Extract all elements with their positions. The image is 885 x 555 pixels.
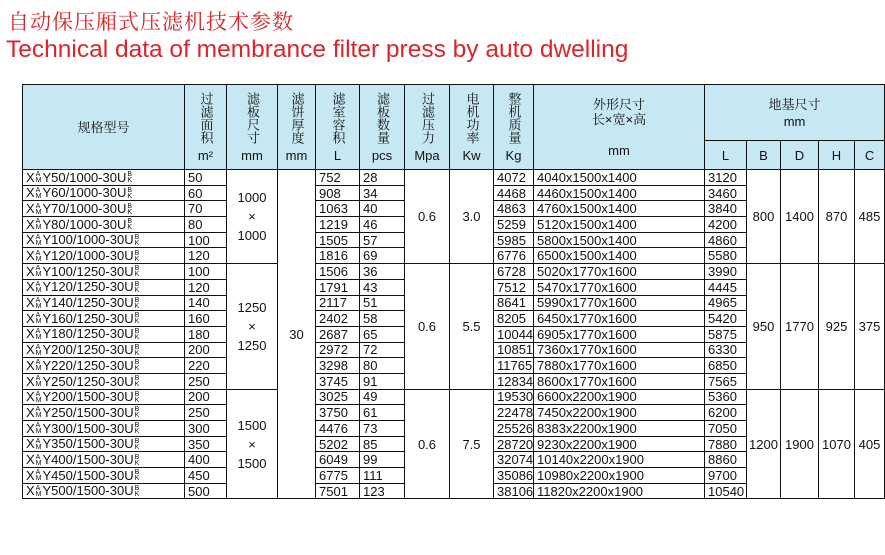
model-cell: X A M Y200/1500-30U B K <box>23 389 185 405</box>
weight-cell: 22478 <box>494 405 534 421</box>
foundation-L-cell: 6850 <box>705 358 747 374</box>
area-cell: 400 <box>185 452 227 468</box>
col-foundation-D: D <box>781 141 819 170</box>
plates-cell: 43 <box>360 279 405 295</box>
foundation-L-cell: 5580 <box>705 248 747 264</box>
chamber-cell: 3745 <box>316 373 360 389</box>
chamber-cell: 3750 <box>316 405 360 421</box>
foundation-B-cell: 950 <box>747 264 781 390</box>
plates-cell: 65 <box>360 326 405 342</box>
dims-cell: 6600x2200x1900 <box>534 389 705 405</box>
weight-cell: 7512 <box>494 279 534 295</box>
chamber-cell: 1816 <box>316 248 360 264</box>
foundation-D-cell: 1770 <box>781 264 819 390</box>
power-cell: 3.0 <box>450 170 494 264</box>
dims-cell: 5800x1500x1400 <box>534 232 705 248</box>
plates-cell: 51 <box>360 295 405 311</box>
plates-cell: 72 <box>360 342 405 358</box>
area-cell: 200 <box>185 342 227 358</box>
area-cell: 200 <box>185 389 227 405</box>
foundation-L-cell: 3990 <box>705 264 747 280</box>
weight-cell: 11765 <box>494 358 534 374</box>
page-title-cn: 自动保压厢式压滤机技术参数 <box>8 10 294 34</box>
area-cell: 220 <box>185 358 227 374</box>
weight-cell: 4468 <box>494 185 534 201</box>
pressure-cell: 0.6 <box>405 389 450 499</box>
foundation-L-cell: 7050 <box>705 421 747 437</box>
area-cell: 250 <box>185 405 227 421</box>
weight-cell: 8641 <box>494 295 534 311</box>
model-cell: X A M Y180/1250-30U B K <box>23 326 185 342</box>
foundation-H-cell: 870 <box>819 170 855 264</box>
chamber-cell: 2972 <box>316 342 360 358</box>
dims-cell: 7360x1770x1600 <box>534 342 705 358</box>
col-pressure-header: 过滤压力 Mpa <box>405 85 450 170</box>
weight-cell: 5259 <box>494 217 534 233</box>
area-cell: 180 <box>185 326 227 342</box>
plates-cell: 80 <box>360 358 405 374</box>
area-cell: 450 <box>185 468 227 484</box>
foundation-L-cell: 4200 <box>705 217 747 233</box>
area-cell: 100 <box>185 232 227 248</box>
chamber-cell: 908 <box>316 185 360 201</box>
weight-cell: 5985 <box>494 232 534 248</box>
foundation-L-cell: 4445 <box>705 279 747 295</box>
pressure-cell: 0.6 <box>405 264 450 390</box>
model-cell: X A M Y200/1250-30U B K <box>23 342 185 358</box>
weight-cell: 38106 <box>494 483 534 499</box>
col-cake-header: 滤饼厚度 mm <box>278 85 316 170</box>
model-cell: X A M Y400/1500-30U B K <box>23 452 185 468</box>
chamber-cell: 3298 <box>316 358 360 374</box>
dims-cell: 7880x1770x1600 <box>534 358 705 374</box>
weight-cell: 32074 <box>494 452 534 468</box>
pressure-cell: 0.6 <box>405 170 450 264</box>
model-cell: X A M Y140/1250-30U B K <box>23 295 185 311</box>
dims-cell: 4760x1500x1400 <box>534 201 705 217</box>
chamber-cell: 1506 <box>316 264 360 280</box>
foundation-C-cell: 375 <box>855 264 885 390</box>
plates-cell: 73 <box>360 421 405 437</box>
weight-cell: 19530 <box>494 389 534 405</box>
foundation-B-cell: 800 <box>747 170 781 264</box>
chamber-cell: 2117 <box>316 295 360 311</box>
plates-cell: 58 <box>360 311 405 327</box>
foundation-L-cell: 6200 <box>705 405 747 421</box>
table-row <box>23 264 885 280</box>
weight-cell: 10851 <box>494 342 534 358</box>
dims-cell: 8600x1770x1600 <box>534 373 705 389</box>
foundation-C-cell: 485 <box>855 170 885 264</box>
cake-cell: 30 <box>278 170 316 499</box>
col-plates-header: 滤板数量 pcs <box>360 85 405 170</box>
weight-cell: 28720 <box>494 436 534 452</box>
chamber-cell: 1505 <box>316 232 360 248</box>
foundation-L-cell: 7880 <box>705 436 747 452</box>
dims-cell: 6450x1770x1600 <box>534 311 705 327</box>
plates-cell: 40 <box>360 201 405 217</box>
plates-cell: 61 <box>360 405 405 421</box>
weight-cell: 25526 <box>494 421 534 437</box>
plates-cell: 123 <box>360 483 405 499</box>
col-foundation-B: B <box>747 141 781 170</box>
dims-cell: 6905x1770x1600 <box>534 326 705 342</box>
foundation-L-cell: 8860 <box>705 452 747 468</box>
foundation-L-cell: 4860 <box>705 232 747 248</box>
col-plate-size-header: 滤板尺寸 mm <box>227 85 278 170</box>
foundation-L-cell: 9700 <box>705 468 747 484</box>
weight-cell: 4072 <box>494 170 534 186</box>
plates-cell: 36 <box>360 264 405 280</box>
area-cell: 70 <box>185 201 227 217</box>
dims-cell: 7450x2200x1900 <box>534 405 705 421</box>
table-row <box>23 170 885 186</box>
plates-cell: 34 <box>360 185 405 201</box>
weight-cell: 12834 <box>494 373 534 389</box>
chamber-cell: 6775 <box>316 468 360 484</box>
col-weight-header: 整机质量 Kg <box>494 85 534 170</box>
power-cell: 5.5 <box>450 264 494 390</box>
model-cell: X A M Y300/1500-30U B K <box>23 421 185 437</box>
model-cell: X A M Y250/1250-30U B K <box>23 373 185 389</box>
foundation-L-cell: 3840 <box>705 201 747 217</box>
dims-cell: 5020x1770x1600 <box>534 264 705 280</box>
plates-cell: 111 <box>360 468 405 484</box>
col-foundation-C: C <box>855 141 885 170</box>
chamber-cell: 3025 <box>316 389 360 405</box>
dims-cell: 5990x1770x1600 <box>534 295 705 311</box>
area-cell: 120 <box>185 248 227 264</box>
foundation-H-cell: 925 <box>819 264 855 390</box>
col-dims-header: 外形尺寸 长×宽×高 mm <box>534 85 705 170</box>
foundation-D-cell: 1900 <box>781 389 819 499</box>
plates-cell: 99 <box>360 452 405 468</box>
chamber-cell: 2402 <box>316 311 360 327</box>
table-row <box>23 389 885 405</box>
model-cell: X A M Y160/1250-30U B K <box>23 311 185 327</box>
col-model-header: 规格型号 <box>23 85 185 170</box>
plates-cell: 57 <box>360 232 405 248</box>
foundation-L-cell: 10540 <box>705 483 747 499</box>
foundation-C-cell: 405 <box>855 389 885 499</box>
chamber-cell: 7501 <box>316 483 360 499</box>
model-cell: X A M Y500/1500-30U B K <box>23 483 185 499</box>
foundation-D-cell: 1400 <box>781 170 819 264</box>
dims-cell: 4040x1500x1400 <box>534 170 705 186</box>
dims-cell: 5470x1770x1600 <box>534 279 705 295</box>
model-cell: X A M Y350/1500-30U B K <box>23 436 185 452</box>
model-cell: X A M Y120/1000-30U B K <box>23 248 185 264</box>
foundation-B-cell: 1200 <box>747 389 781 499</box>
plates-cell: 49 <box>360 389 405 405</box>
model-cell: X A M Y250/1500-30U B K <box>23 405 185 421</box>
model-cell: X A M Y70/1000-30U B K <box>23 201 185 217</box>
area-cell: 100 <box>185 264 227 280</box>
area-cell: 60 <box>185 185 227 201</box>
area-cell: 300 <box>185 421 227 437</box>
model-cell: X A M Y80/1000-30U B K <box>23 217 185 233</box>
foundation-H-cell: 1070 <box>819 389 855 499</box>
page-title-en: Technical data of membrance filter press by auto dwelling <box>6 36 629 63</box>
dims-cell: 11820x2200x1900 <box>534 483 705 499</box>
dims-cell: 8383x2200x1900 <box>534 421 705 437</box>
col-foundation-H: H <box>819 141 855 170</box>
col-chamber-header: 滤室容积 L <box>316 85 360 170</box>
plates-cell: 69 <box>360 248 405 264</box>
chamber-cell: 4476 <box>316 421 360 437</box>
chamber-cell: 5202 <box>316 436 360 452</box>
area-cell: 500 <box>185 483 227 499</box>
plate-size-cell: 1000 × 1000 <box>227 170 278 264</box>
chamber-cell: 1063 <box>316 201 360 217</box>
area-cell: 140 <box>185 295 227 311</box>
model-cell: X A M Y100/1000-30U B K <box>23 232 185 248</box>
foundation-L-cell: 7565 <box>705 373 747 389</box>
plates-cell: 91 <box>360 373 405 389</box>
model-cell: X A M Y100/1250-30U B K <box>23 264 185 280</box>
dims-cell: 10140x2200x1900 <box>534 452 705 468</box>
area-cell: 80 <box>185 217 227 233</box>
model-cell: X A M Y60/1000-30U B K <box>23 185 185 201</box>
foundation-L-cell: 6330 <box>705 342 747 358</box>
plates-cell: 46 <box>360 217 405 233</box>
weight-cell: 4863 <box>494 201 534 217</box>
model-cell: X A M Y450/1500-30U B K <box>23 468 185 484</box>
spec-table <box>22 84 885 499</box>
dims-cell: 6500x1500x1400 <box>534 248 705 264</box>
chamber-cell: 2687 <box>316 326 360 342</box>
area-cell: 50 <box>185 170 227 186</box>
foundation-L-cell: 3120 <box>705 170 747 186</box>
model-cell: X A M Y120/1250-30U B K <box>23 279 185 295</box>
weight-cell: 8205 <box>494 311 534 327</box>
plates-cell: 28 <box>360 170 405 186</box>
weight-cell: 10044 <box>494 326 534 342</box>
foundation-L-cell: 3460 <box>705 185 747 201</box>
chamber-cell: 6049 <box>316 452 360 468</box>
col-area-header: 过滤面积 m² <box>185 85 227 170</box>
col-power-header: 电机功率 Kw <box>450 85 494 170</box>
weight-cell: 6728 <box>494 264 534 280</box>
plate-size-cell: 1250 × 1250 <box>227 264 278 390</box>
plate-size-cell: 1500 × 1500 <box>227 389 278 499</box>
foundation-L-cell: 5875 <box>705 326 747 342</box>
col-foundation-header: 地基尺寸 mm <box>705 85 885 141</box>
area-cell: 250 <box>185 373 227 389</box>
area-cell: 350 <box>185 436 227 452</box>
dims-cell: 9230x2200x1900 <box>534 436 705 452</box>
dims-cell: 4460x1500x1400 <box>534 185 705 201</box>
col-foundation-L: L <box>705 141 747 170</box>
power-cell: 7.5 <box>450 389 494 499</box>
chamber-cell: 1219 <box>316 217 360 233</box>
foundation-L-cell: 5360 <box>705 389 747 405</box>
area-cell: 160 <box>185 311 227 327</box>
area-cell: 120 <box>185 279 227 295</box>
foundation-L-cell: 4965 <box>705 295 747 311</box>
chamber-cell: 752 <box>316 170 360 186</box>
model-cell: X A M Y220/1250-30U B K <box>23 358 185 374</box>
dims-cell: 5120x1500x1400 <box>534 217 705 233</box>
dims-cell: 10980x2200x1900 <box>534 468 705 484</box>
weight-cell: 35086 <box>494 468 534 484</box>
plates-cell: 85 <box>360 436 405 452</box>
weight-cell: 6776 <box>494 248 534 264</box>
chamber-cell: 1791 <box>316 279 360 295</box>
foundation-L-cell: 5420 <box>705 311 747 327</box>
model-cell: X A M Y50/1000-30U B K <box>23 170 185 186</box>
